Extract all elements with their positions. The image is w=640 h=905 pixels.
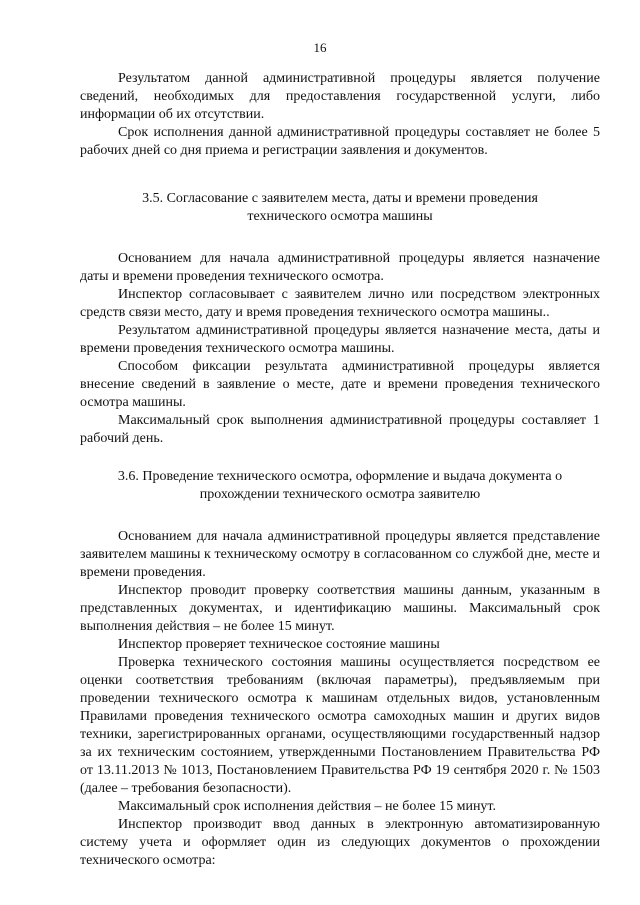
paragraph: Срок исполнения данной административной процедуры составляет не более 5 рабочих дней со дня приема и регистрации заявления и документов. [80, 125, 600, 158]
paragraph: Инспектор проверяет техническое состояние машины [118, 637, 440, 652]
document-body [80, 70, 600, 870]
paragraph: Инспектор согласовывает с заявителем лично или посредством электронных средств связи место, дату и время проведения технического осмотра машины.. [80, 287, 600, 320]
section-heading-3-6 [80, 468, 600, 504]
paragraph: Результатом данной административной процедуры является получение сведений, необходимых для предоставления государственной услуги, либо информации об их отсутствии. [80, 71, 600, 122]
paragraph: Инспектор проводит проверку соответствия машины данным, указанным в представленных документах, и идентификацию машины. Максимальный срок выполнения действия – не более 15 минут. [80, 583, 600, 634]
paragraph: Инспектор производит ввод данных в электронную автоматизированную систему учета и оформляет один из следующих документов о прохождении технического осмотра: [80, 817, 600, 868]
paragraph: Максимальный срок выполнения административной процедуры составляет 1 рабочий день. [80, 413, 600, 446]
paragraph: Максимальный срок исполнения действия – не более 15 минут. [118, 799, 496, 814]
section-heading-3-5 [80, 190, 600, 226]
heading-line: 3.6. Проведение технического осмотра, оформление и выдача документа о [117, 469, 563, 484]
paragraph: Способом фиксации результата административной процедуры является внесение сведений в заявление о месте, дате и времени проведения технического осмотра машины. [80, 359, 600, 410]
heading-line: технического осмотра машины [247, 209, 433, 224]
heading-line: прохождении технического осмотра заявителю [199, 487, 481, 502]
paragraph: Проверка технического состояния машины осуществляется посредством ее оценки соответствия требованиям (включая параметры), предъявляемым при проведении технического осмотра к машинам отдельных видов, установленным Правилами проведения технического осмотра самоходных машин и других видов техники, зарегистрированных органами, осуществляющими государственный надзор за их техническим состоянием, утвержденными Постановлением Правительства РФ от 13.11.2013 № 1013, Постановлением Правительства РФ 19 сентября 2020 г. № 1503 (далее – требования безопасности). [80, 655, 600, 796]
paragraph: Основанием для начала административной процедуры является представление заявителем машины к техническому осмотру в согласованном со службой дне, месте и времени проведения. [80, 529, 600, 580]
page-number: 16 [313, 40, 327, 55]
paragraph: Основанием для начала административной процедуры является назначение даты и времени проведения технического осмотра. [80, 251, 600, 284]
paragraph: Результатом административной процедуры является назначение места, даты и времени проведения технического осмотра машины. [80, 323, 600, 356]
heading-line: 3.5. Согласование с заявителем места, даты и времени проведения [142, 191, 538, 206]
